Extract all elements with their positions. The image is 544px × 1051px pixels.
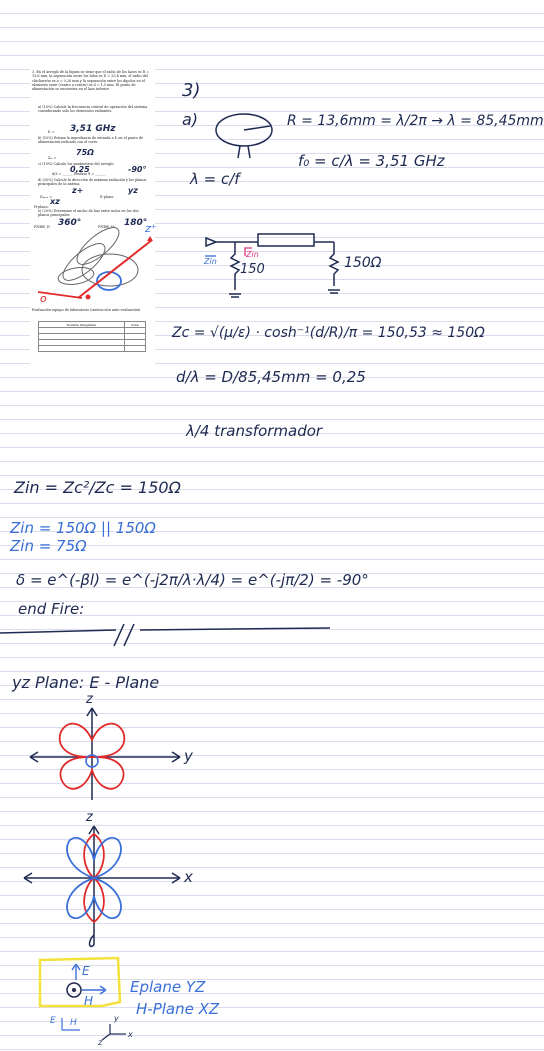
hplane-label: H-plano: bbox=[34, 205, 49, 209]
zin-label-pink: Zin bbox=[246, 250, 259, 259]
plot2-z-label: z bbox=[86, 810, 93, 825]
part-d-text: d) (20%) Calcule la dirección de máxima radiación y los planos principales de la antena. bbox=[38, 178, 147, 187]
plot2-x-label: x bbox=[184, 868, 193, 886]
eplane-note: Eplane YZ bbox=[130, 978, 206, 996]
d-lambda-equation: d/λ = D/85,45mm = 0,25 bbox=[176, 368, 366, 386]
part-a-label: a) bbox=[182, 110, 199, 129]
hplane-note: H-Plane XZ bbox=[136, 1000, 220, 1018]
fnbw-h-answer: 180° bbox=[124, 218, 148, 228]
small-h-label: H bbox=[70, 1018, 77, 1028]
zin-equation-2: Zin = 150Ω || 150Ω bbox=[10, 519, 156, 537]
delta-equation: δ = e^(-βl) = e^(-j2π/λ·λ/4) = e^(-jπ/2) = -90° bbox=[16, 571, 369, 589]
table-header-grade: Nota bbox=[124, 322, 145, 328]
table-header-name: Nombre Integrante bbox=[39, 322, 125, 328]
plane-title: yz Plane: E - Plane bbox=[12, 673, 160, 692]
zin-equation-3: Zin = 75Ω bbox=[10, 537, 87, 555]
lambda-equation: λ = c/f bbox=[190, 170, 240, 188]
hplane-answer: xz bbox=[50, 197, 60, 206]
c-answer-2: -90° bbox=[128, 165, 147, 174]
small-x-label: x bbox=[128, 1030, 133, 1039]
dir-label: Dᵢₘₐₓ = bbox=[40, 195, 53, 199]
shunt-resistance: 150 bbox=[240, 262, 265, 277]
figure-o-label: o bbox=[40, 292, 47, 305]
figure-z-label: z⁺ bbox=[145, 222, 157, 235]
zin-label: Zᵢₙ = bbox=[48, 156, 57, 160]
part-e-text: e) (20%) Determine el ancho de haz entre nulos en los dos planos principales. bbox=[38, 209, 139, 218]
e-field-label: E bbox=[82, 964, 90, 978]
f0-label: f₀ = bbox=[48, 130, 55, 134]
quarter-wave-note: λ/4 transformador bbox=[186, 422, 323, 440]
fnbw-h-label: FNBW_H: bbox=[98, 225, 116, 229]
dir-answer: z+ bbox=[72, 186, 84, 195]
endfire-label: end Fire: bbox=[18, 600, 85, 618]
zin-equation-1: Zin = Zc²/Zc = 150Ω bbox=[14, 478, 181, 497]
evaluation-text: Evaluación equipo de laboratorio (instrucción auto-evaluación) bbox=[32, 308, 141, 312]
zin-label-blue: Zin bbox=[204, 257, 217, 266]
small-z-label: z bbox=[98, 1038, 103, 1047]
fnbw-e-label: FNBW_E: bbox=[34, 225, 51, 229]
fnbw-e-answer: 360° bbox=[58, 218, 82, 228]
eplane-label: E-plano: bbox=[100, 195, 115, 199]
highlight-box bbox=[40, 958, 120, 1006]
frequency-equation: f₀ = c/λ = 3,51 GHz bbox=[298, 152, 445, 170]
zc-equation: Zc = √(μ/ε) · cosh⁻¹(d/R)/π = 150,53 ≈ 150Ω bbox=[172, 325, 485, 341]
load-resistance: 150Ω bbox=[344, 255, 382, 271]
part-b-text: b) (10%) Estime la impedancia de entrada a f₀ en el punto de alimentación indicado con el corto. bbox=[38, 136, 144, 145]
plot1-z-label: z bbox=[86, 692, 93, 707]
question-number: 3) bbox=[182, 80, 201, 101]
part-c-items: d/λ = ______ Desfase δ = ______ bbox=[52, 172, 106, 176]
part-a-text: a) (10%) Calcule la frecuencia central de operación del sistema considerando solo los elementos radiantes. bbox=[38, 105, 148, 114]
h-field-label: H bbox=[84, 994, 94, 1008]
plot1-y-label: y bbox=[184, 747, 193, 765]
radius-equation: R = 13,6mm = λ/2π → λ = 85,45mm bbox=[287, 113, 544, 129]
f0-answer: 3,51 GHz bbox=[70, 124, 116, 134]
small-e-label: E bbox=[50, 1016, 56, 1026]
eplane-answer: yz bbox=[128, 186, 138, 195]
zin-answer: 75Ω bbox=[76, 148, 94, 157]
question-3-text: 3. En el arreglo de la figura se tiene que el radio de los lazos es R = 13,6 mm, la separación entre los hilos es D = 25,4 mm, el radio del chicharrón es a = 0,26 mm y la separación entre los dipolos en el elemento serie (centro a centro) es d = 1,5 mm. El punto de alimentación se encuentra en el lazo inferior. bbox=[32, 70, 150, 92]
small-y-label: y bbox=[114, 1014, 119, 1023]
part-c-text: c) (10%) Calcule los parámetros del arreglo: bbox=[38, 162, 115, 166]
c-answer-1: 0,25 bbox=[70, 165, 90, 174]
